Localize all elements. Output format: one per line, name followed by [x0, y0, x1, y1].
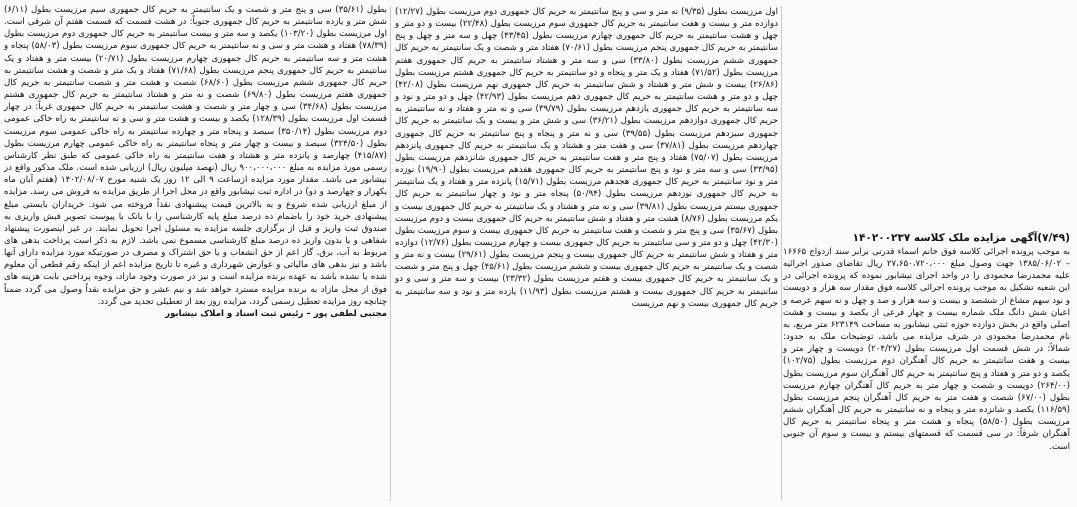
- middle-column-text: اول مرزیست بطول (۹/۳۵) نه متر و سی و پنج سانتیمتر به حریم کال جمهوری دوم مرزیست بطول (۱۲/۲۷) دوازده متر و بیست و هفت سانتیمتر به حریم کال جمهوری سوم مرزیست بطول (۲۲/۴۸) بیست و دو متر و چهل و هشت سانتیمتر به حریم کال جمهوری چهارم مرزیست بطول (۴۳/۴۵) چهل و سه متر و چهل و پنج سانتیمتر به حریم کال جمهوری پنجم مرزیست بطول (۷۰/۶۱) هفتاد متر و شصت و یک سانتیمتر به حریم کال جمهوری ششم مرزیست بطول (۳۳/۸۰) سی و سه متر و هشتاد سانتیمتر به حریم کال جمهوری هفتم مرزیست بطول (۷۱/۵۲) هفتاد و یک متر و پنجاه و دو سانتیمتر به حریم کال جمهوری هشتم مرزیست بطول (۲۶/۸۶) بیست و شش متر و هشتاد و شش سانتیمتر به حریم کال جمهوری نهم مرزیست بطول (۴۲/۰۸) چهل و دو متر و هشت سانتیمتر به حریم کال جمهوری دهم مرزیست بطول (۴۲/۹۳) چهل و دو متر و نود و سه سانتیمتر به حریم کال جمهوری یازدهم مرزیست بطول (۳۹/۷۹) سی و نه متر و هفتاد و نه سانتیمتر به حریم کال جمهوری دوازدهم مرزیست بطول (۳۶/۲۱) سی و شش متر و بیست و یک سانتیمتر به حریم کال جمهوری سیزدهم مرزیست بطول (۳۹/۵۵) سی و نه متر و پنجاه و پنج سانتیمتر به حریم کال جمهوری چهاردهم مرزیست بطول (۳۷/۸۱) سی و هفت متر و هشتاد و یک سانتیمتر به حریم کال جمهوری پانزدهم مرزیست بطول (۷۵/۰۷) هفتاد و پنج متر و هفت سانتیمتر به حریم کال جمهوری شانزدهم مرزیست بطول (۳۳/۹۵) سی و سه متر و نود و پنج سانتیمتر به حریم کال جمهوری هفدهم مرزیست بطول (۱۹/۹۰) نوزده متر و نود سانتیمتر به حریم کال جمهوری هجدهم مرزیست بطول (۱۵/۷۱) پانزده متر و هفتاد و یک سانتیمتر به حریم کال جمهوری نوزدهم مرزیست بطول (۵۰/۹۴) پنجاه متر و نود و چهار سانتیمتر به حریم کال جمهوری بیستم مرزیست بطول (۳۹/۸۱) سی و نه متر و هشتاد و یک سانتیمتر به حریم کال جمهوری بیست و یکم مرزیست بطول (۸/۷۶) هشت متر و هفتاد و شش سانتیمتر به حریم کال جمهوری بیست و دوم مرزیست بطول (۳۵/۶۷) سی و پنج متر و شصت و هفت سانتیمتر به حریم کال جمهوری بیست و سوم مرزیست بطول (۴۲/۳۰) چهل و دو متر و سی سانتیمتر به حریم کال جمهوری بیست و چهارم مرزیست بطول (۱۲/۷۶) دوازده متر و هفتاد و شش سانتیمتر به حریم کال جمهوری بیست و پنجم مرزیست بطول (۲۹/۶۱) بیست و نه متر و شصت و یک سانتیمتر به حریم کال جمهوری بیست و ششم مرزیست بطول (۴۵/۶۱) چهل و پنج متر و شصت و یک سانتیمتر به حریم کال جمهوری بیست و هفتم مرزیست بطول (۲۳/۳۲) بیست و سه متر و سی و دو سانتیمتر به حریم کال جمهوری بیست و هشتم مرزیست بطول (۱۱/۹۳) یازده متر و نود و سه سانتیمتر به حریم کال جمهوری بیست و نهم مرزیست: [395, 7, 779, 309]
- left-column-text: بطول (۳۵/۶۱) سی و پنج متر و شصت و یک سانتیمتر به حریم کال جمهوری سیم مرزیست بطول (۶/۱۱) شش متر و یازده سانتیمتر به حریم کال جمهوری جنوباً: در هشت قسمت که قسمت هفتم آن شرقی است. اول مرزیست بطول (۱۰۳/۲۰) یکصد و سه متر و بیست سانتیمتر به حریم کال جمهوری دوم مرزیست بطول (۷۸/۳۹) هفتاد و هشت متر و سی و نه سانتیمتر به حریم کال جمهوری سوم مرزیست بطول (۵۸/۰۳) پنجاه و هشت متر و سه سانتیمتر به حریم کال جمهوری چهارم مرزیست بطول (۲۰/۷۱) بیست متر و هفتاد و یک سانتیمتر به حریم کال جمهوری پنجم مرزیست بطول (۷۱/۶۸) هفتاد و یک متر و شصت و هشت سانتیمتر به حریم کال جمهوری ششم مرزیست بطول (۶۸/۶۰) شصت و هشت متر و شصت سانتیمتر به حریم کال جمهوری هفتم مرزیست بطول (۶۹/۸۰) شصت و نه متر و هشتاد سانتیمتر به حریم کال جمهوری هشتم مرزیست بطول (۳۴/۶۸) سی و چهار متر و شصت و هشت سانتیمتر به حریم کال جمهوری غرباً: در چهار قسمت اول مرزیست بطول (۱۲۸/۳۹) یکصد و بیست و هشت متر و سی و نه سانتیمتر به راه خاکی عمومی دوم مرزیست بطول (۳۵۰/۱۴) سیصد و پنجاه متر و چهارده سانتیمتر به راه خاکی عمومی سوم مرزیست بطول (۳۲۴/۵۰) سیصد و بیست و چهار متر و پنجاه سانتیمتر به راه خاکی عمومی چهارم مرزیست بطول (۴۱۵/۸۷) چهارصد و پانزده متر و هشتاد و هفت سانتیمتر به راه خاکی عمومی که طبق نظر کارشناس رسمی مورد مزایده به مبلغ ۹۰۰،۰۰۰،۰۰۰ ریال (نهصد میلیون ریال) ارزیابی شده است. ملک مذکور واقع در نیشابور می باشد. مقدار مورد مزایده ازساعت ۹ الی ۱۲ روز یک شنبه مورخ ۱۴۰۲/۰۸/۰۷ (هفتم آبان ماه یکهزار و چهارصد و دو) در اداره ثبت نیشابور واقع در محل اجرا از طریق مزایده به فروش می رسد. مزایده از مبلغ ارزیابی شده شروع و به بالاترین قیمت پیشنهادی نقداً فروخته می شود. خریداران بایستی مبلغ پیشنهادی خرید خود را باضمام ده درصد مبلغ پایه کارشناسی را با بانک با پیوست تصویر فیش واریزی به صندوق ثبت واریز و قبل از برگزاری جلسه مزایده به مسئول اجرا تحویل نمایند. در غیر اینصورت پیشنهاد شفاهی و یا بدون واریز ده درصد مبلغ کارشناسی مسموع نمی باشد. لازم به ذکر است پرداخت بدهی های مربوط به آب، برق، گاز اعم از حق انشعاب و یا حق اشتراک و مصرف در صورتیکه مورد مزایده دارای آنها باشد و نیز بدهی های مالیاتی و عوارض شهرداری و غیره تا تاریخ مزایده اعم از اینکه رقم قطعی آن معلوم شده یا نشده باشد به عهده برنده مزایده است و نیز در صورت وجود مازاد، وجوه پرداختی بابت هزینه های فوق از محل مازاد به برنده مزایده مسترد خواهد شد و نیم عشر و حق مزایده نقداً وصول می گردد ضمناً چنانچه روز مزایده تعطیل رسمی گردد، مزایده روز بعد از تعطیلی تجدید می گردد.: [4, 5, 388, 307]
- notice-title: (۷/۴۹)آگهی مزایده ملک کلاسه ۱۴۰۲۰۰۲۳۷: [852, 232, 1070, 244]
- notice-right-column: [783, 246, 1071, 452]
- notice-middle-column: [395, 6, 778, 504]
- right-column-text: به موجب پرونده اجرائی کلاسه فوق خانم اسماء قدرتی برابر سند ازدواج ۱۶۶۶۵ – ۱۳۸۵/۰۶/۰۲ جهت وصول مبلغ ۲۷،۶۵۰،۷۲۰،۰۰۰ ریال تقاضای صدور اجرائیه علیه محمدرضا محمودی را در واحد اجرای نیشابور نموده که پرونده اجرائی در این شعبه تشکیل به موجب پرونده اجرائی کلاسه فوق مقدار سه هزار و دویست و نود سهم مشاع از ششصد و بیست و سه هزار و صد و چهل و نه سهم عرصه و اعیان شش دانگ ملک شماره بیست و چهار فرعی از یکصد و بیست و هشت اصلی واقع در بخش دوازده حوزه ثبتی نیشابور به مساحت ۶۲۳۱۴۹ متر مربع، به نام محمدرضا محمودی در شرف مزایده می باشد، توضیحات ملک به حدود: شمالاً: در شش قسمت اول مرزیست بطول (۲۰۴/۲۷) دویست و چهار متر و بیست و هفت سانتیمتر به حریم کال آهنگران دوم مرزیست بطول (۱۰۲/۷۵) یکصد و دو متر و هفتاد و پنج سانتیمتر به حریم کال آهنگران سوم مرزیست بطول (۲۶۴/۰۰) دویست و شصت و چهار متر به حریم کال آهنگران چهارم مرزیست بطول (۶۷/۰۰) شصت و هفت متر به حریم کال آهنگران پنجم مرزیست بطول (۱۱۶/۵۹) یکصد و شانزده متر و پنجاه و نه سانتیمتر به حریم کال آهنگران ششم مرزیست بطول (۵۸/۵۰) پنجاه و هشت متر و پنجاه سانتیمتر به حریم کال آهنگران شرقاً: در سی قسمت که قسمتهای بیستم و بیست و سوم آن جنوبی است.: [783, 247, 1071, 452]
- notice-left-column: [4, 4, 387, 502]
- column-divider: [390, 6, 391, 501]
- column-divider: [781, 6, 782, 501]
- notice-signature: مجتبی لطفی پور – رئیس ثبت اسناد و املاک نیشابور: [165, 308, 387, 319]
